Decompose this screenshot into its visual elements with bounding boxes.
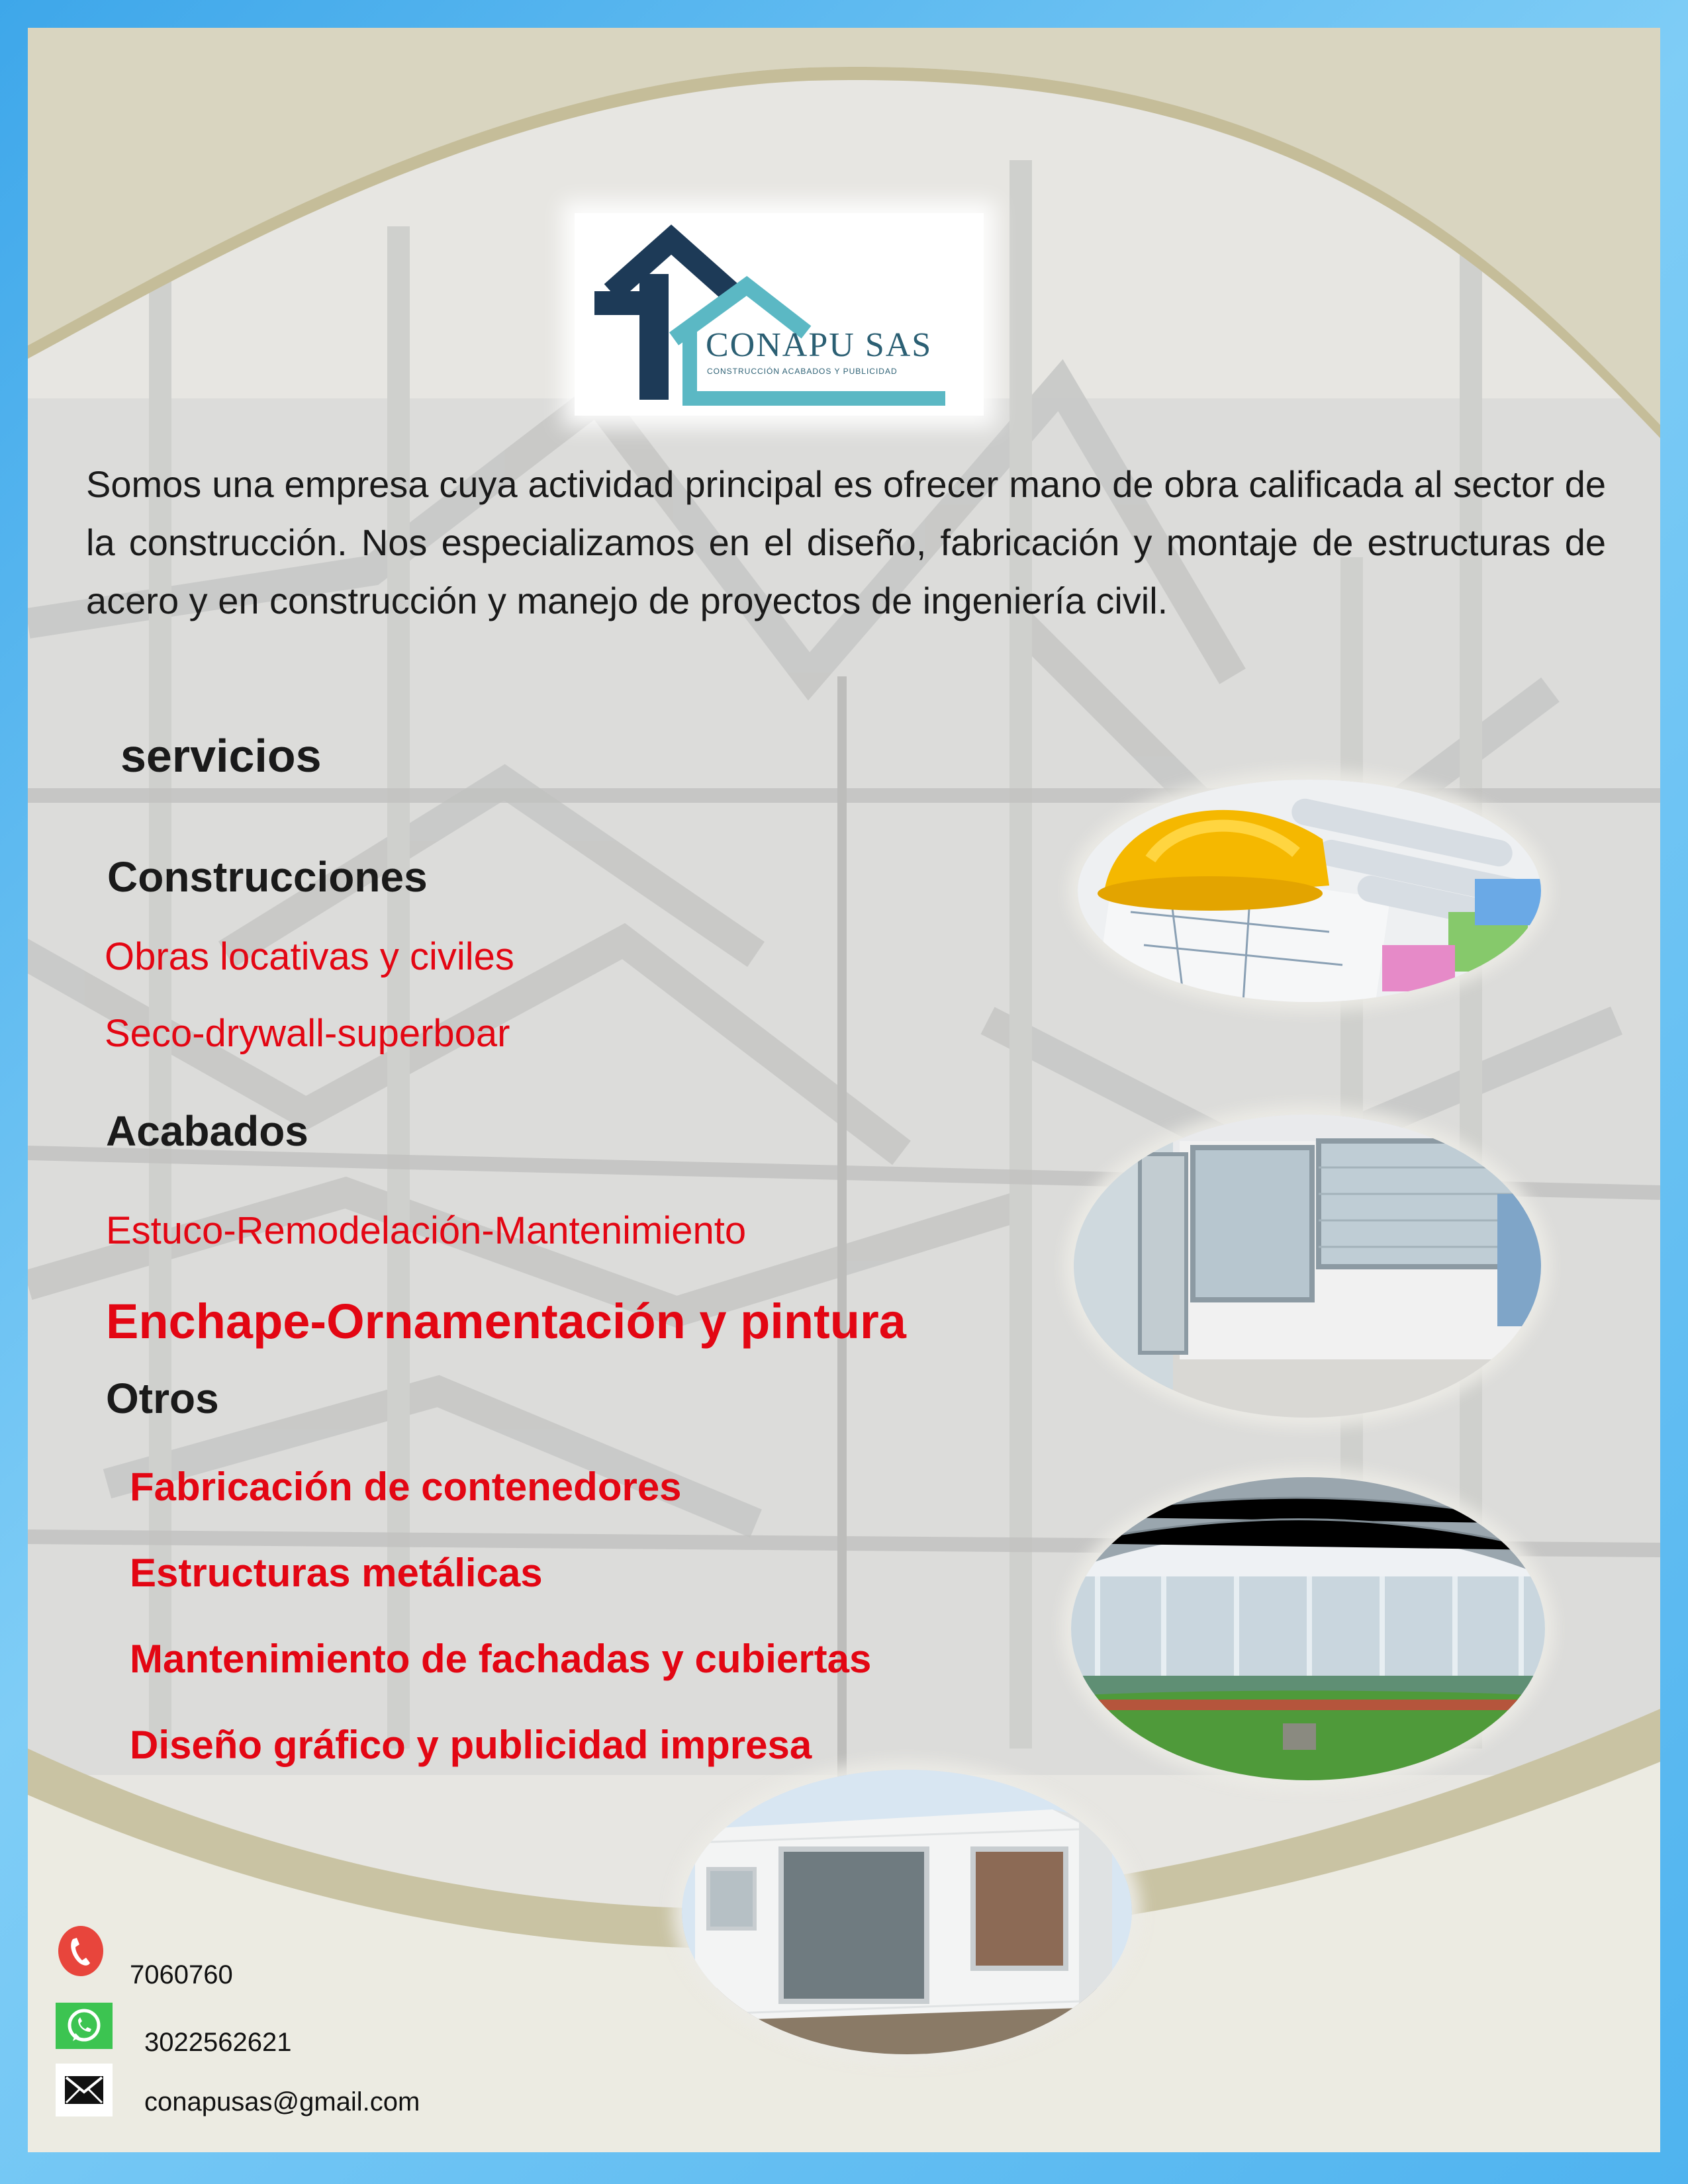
phone-icon	[57, 1925, 105, 1978]
section-otros: Otros	[106, 1375, 219, 1422]
service-item: Obras locativas y civiles	[105, 935, 514, 978]
service-item: Estructuras metálicas	[130, 1551, 543, 1595]
service-item: Mantenimiento de fachadas y cubiertas	[130, 1637, 872, 1681]
services-heading: servicios	[120, 730, 322, 782]
email-address[interactable]: conapusas@gmail.com	[144, 2087, 420, 2116]
phone-number: 7060760	[130, 1960, 233, 1989]
section-construcciones: Construcciones	[107, 853, 428, 901]
logo-name: CONAPU SAS	[706, 326, 933, 364]
house-logo-icon	[575, 213, 984, 416]
intro-paragraph: Somos una empresa cuya actividad principal es ofrecer mano de obra calificada al sector de la construcción. Nos especializamos en el diseño, fabricación y montaje de estructuras de acero y en construcción y manejo de proyectos de ingeniería civil.	[86, 463, 1606, 621]
service-item-highlight: Enchape-Ornamentación y pintura	[106, 1294, 906, 1349]
whatsapp-number: 3022562621	[144, 2028, 292, 2057]
flyer-sheet	[28, 28, 1660, 2152]
service-item: Seco-drywall-superboar	[105, 1012, 510, 1055]
photo-metal-canopy	[1071, 1477, 1545, 1780]
service-item: Diseño gráfico y publicidad impresa	[130, 1723, 812, 1767]
section-acabados: Acabados	[106, 1107, 308, 1155]
photo-office-interior	[1074, 1115, 1541, 1418]
photo-container-office	[682, 1770, 1132, 2054]
company-logo	[575, 213, 984, 416]
logo-tagline: CONSTRUCCIÓN ACABADOS Y PUBLICIDAD	[707, 367, 898, 376]
whatsapp-icon	[56, 2003, 113, 2049]
photo-helmet-blueprints	[1078, 780, 1541, 1002]
service-item: Fabricación de contenedores	[130, 1465, 682, 1509]
mail-icon	[56, 2064, 113, 2116]
service-item: Estuco-Remodelación-Mantenimiento	[106, 1209, 747, 1252]
